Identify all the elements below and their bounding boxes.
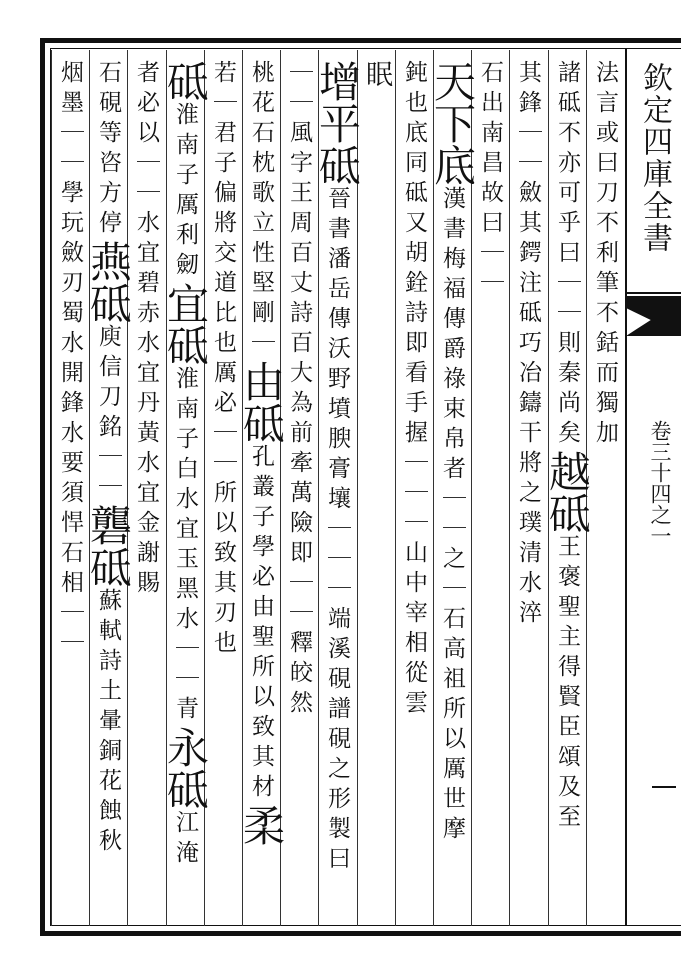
column-text: 者必以｜｜ — [133, 60, 159, 210]
headword: 礱砥 — [84, 504, 133, 588]
text-column — [84, 60, 133, 920]
column-text: 法言或曰刀不利筆不銛而獨加 — [592, 60, 618, 450]
edition-title: 欽定四庫全書 — [637, 62, 672, 254]
column-text: ｜｜風字王周百丈詩百大為前牽萬險即｜｜釋皎然 — [286, 60, 312, 720]
column-text: 水要須悍石相｜｜ — [57, 420, 83, 660]
column-text: 也厲必｜｜所以致其刃也 — [210, 330, 236, 660]
column-text: 漢書梅福傳爵祿束帛者｜｜之｜石高祖所以厲世摩 — [439, 186, 465, 846]
text-column — [52, 60, 88, 920]
column-text: 石硯等咨方停 — [95, 60, 121, 240]
column-text: 若｜君子偏將交道比 — [210, 60, 236, 330]
text-column — [543, 60, 592, 920]
column-text: 江淹 — [172, 810, 198, 870]
headword: 增平砥 — [313, 60, 362, 186]
column-text: 烟墨｜｜學玩 — [57, 60, 83, 240]
text-column — [396, 60, 432, 920]
column-text: 桃花石枕歌立性堅剛｜ — [248, 60, 274, 360]
column-text: 眠 — [361, 60, 392, 92]
headword: 由砥 — [237, 360, 286, 444]
fishtail-rule — [626, 292, 681, 294]
headword: 永砥 — [161, 726, 210, 810]
column-text: 蘇軾詩土暈銅花蝕秋 — [95, 588, 121, 858]
text-column — [587, 60, 623, 920]
column-text: 其鋒｜｜斂其鍔注砥 — [515, 60, 541, 330]
headword: 柔 — [237, 804, 286, 846]
text-column — [205, 60, 241, 920]
text-column — [358, 60, 394, 920]
column-text: 斂刃蜀水開鋒 — [57, 240, 83, 420]
column-text: 淮南子白水宜玉黑水｜｜青 — [172, 366, 198, 726]
column-text: 石出南昌故曰｜｜ — [477, 60, 503, 300]
column-text: 水宜碧赤水宜丹黃水宜金 — [133, 210, 159, 540]
headword: 越砥 — [543, 450, 592, 534]
margin-dash — [652, 786, 676, 788]
margin-divider — [625, 48, 627, 926]
text-column — [428, 60, 477, 920]
headword: 宜砥 — [161, 282, 210, 366]
volume-label: 卷三十四之一 — [648, 420, 672, 546]
text-column — [510, 60, 546, 920]
text-column — [128, 60, 164, 920]
column-text: 巧冶鑄干將之璞清水淬 — [515, 330, 541, 630]
text-column — [161, 60, 210, 920]
column-text: 諸砥不亦可乎曰｜｜則秦尚矣 — [554, 60, 580, 450]
text-column — [472, 60, 508, 920]
headword: 砥 — [161, 60, 210, 102]
headword: 天下底 — [428, 60, 477, 186]
column-text: 晉書潘岳傳沃野墳腴膏壤｜｜｜端溪硯譜硯之形製曰 — [324, 186, 350, 876]
text-column — [313, 60, 362, 920]
column-text: 淮南子厲利劒 — [172, 102, 198, 282]
column-text: 鈍也底同砥又胡銓詩即看手握｜｜｜山中宰相從雲 — [401, 60, 427, 720]
column-text: 謝賜 — [133, 540, 159, 600]
column-text: 王褒聖主得賢臣頌及至 — [554, 534, 580, 834]
text-column — [281, 60, 317, 920]
headword: 燕砥 — [84, 240, 133, 324]
column-text: 庾信刀銘｜｜ — [95, 324, 121, 504]
column-text: 孔叢子學必由聖所以致其材 — [248, 444, 274, 804]
text-column — [237, 60, 286, 920]
